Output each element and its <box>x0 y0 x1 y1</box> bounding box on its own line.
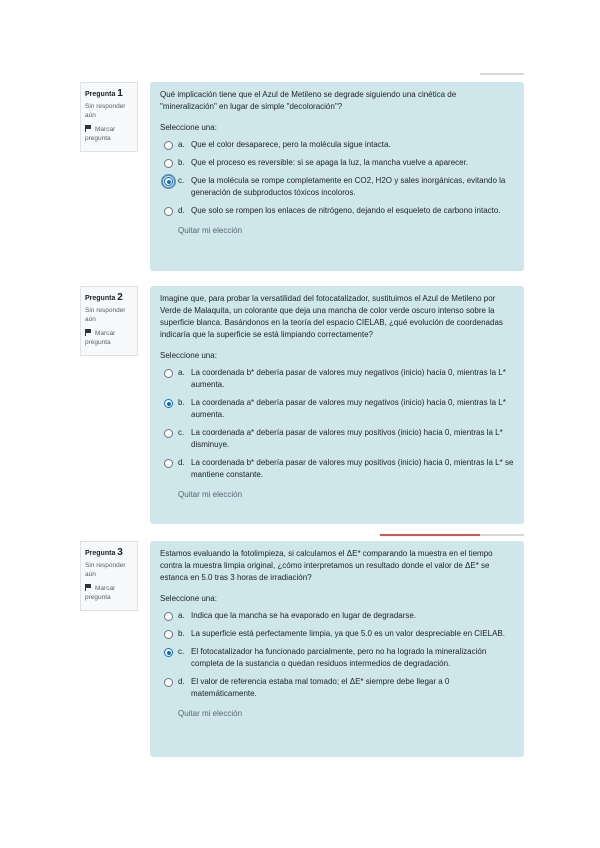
option-letter: b. <box>178 398 185 407</box>
question-text: Qué implicación tiene que el Azul de Metileno se degrade siguiendo una cinética de "mineralización" en lugar de simple "decoloración"? <box>160 90 457 111</box>
option-text: El fotocatalizador ha funcionado parcialmente, pero no ha logrado la mineralización completa de la sustancia o quedan residuos intermedios de degradación. <box>191 647 487 668</box>
option-text: La coordenada a* debería pasar de valores muy negativos (inicio) hacia 0, mientras la L* aumenta. <box>191 398 506 419</box>
answer-option[interactable] <box>164 205 514 217</box>
flag-label: Marcar pregunta <box>85 585 116 601</box>
option-letter: b. <box>178 158 185 167</box>
radio-button-selected[interactable] <box>164 648 173 657</box>
radio-button[interactable] <box>164 429 173 438</box>
question-text: Estamos evaluando la fotolimpieza, si calculamos el ΔE* comparando la muestra en el tiempo contra la muestra limpia original, ¿cómo interpretamos un resultado donde el valor de ΔE* se estanca en 5.0 tras 3 horas de irradiación? <box>160 549 493 582</box>
option-text: Que el proceso es reversible: si se apaga la luz, la mancha vuelve a aparecer. <box>191 158 469 167</box>
option-text: Que la molécula se rompe completamente en CO2, H2O y sales inorgánicas, evitando la generación de subproductos tóxicos incoloros. <box>191 176 506 197</box>
question-number: Pregunta 1 <box>85 88 123 99</box>
answer-option[interactable] <box>164 646 514 670</box>
radio-button[interactable] <box>164 678 173 687</box>
answer-option[interactable] <box>164 610 514 622</box>
question-state: Sin responder aún <box>85 307 126 323</box>
option-letter: c. <box>178 176 185 185</box>
question-text: Imagine que, para probar la versatilidad del fotocatalizador, sustituimos el Azul de Metileno por Verde de Malaquita, un colorante que deja una mancha de color verde oscuro intenso sobre la superficie blanca. Basándonos en la teoría del espacio CIELAB, ¿qué evolución de coordenadas indicaría que la superficie se está limpiando correctamente? <box>160 294 503 339</box>
flag-icon <box>85 125 93 132</box>
divider-line <box>480 73 524 75</box>
radio-button[interactable] <box>164 207 173 216</box>
answer-option[interactable] <box>164 367 514 391</box>
flag-question-link[interactable] <box>85 584 133 602</box>
flag-label: Marcar pregunta <box>85 330 116 346</box>
option-letter: d. <box>178 206 185 215</box>
answer-option[interactable] <box>164 457 514 481</box>
radio-button[interactable] <box>164 612 173 621</box>
answer-option[interactable] <box>164 427 514 451</box>
clear-choice-link[interactable]: Quitar mi elección <box>178 226 243 235</box>
question-state: Sin responder aún <box>85 103 126 119</box>
option-letter: b. <box>178 629 185 638</box>
option-text: La coordenada b* debería pasar de valores muy negativos (inicio) hacia 0, mientras la L* aumenta. <box>191 368 506 389</box>
option-letter: a. <box>178 140 185 149</box>
flag-question-link[interactable] <box>85 329 133 347</box>
question-number: Pregunta 2 <box>85 292 123 303</box>
select-label: Seleccione una: <box>160 351 217 360</box>
flag-icon <box>85 584 93 591</box>
option-text: La coordenada b* debería pasar de valores muy positivos (inicio) hacia 0, mientras la L* se mantiene constante. <box>191 458 514 479</box>
radio-button[interactable] <box>164 141 173 150</box>
option-text: Que solo se rompen los enlaces de nitrógeno, dejando el esqueleto de carbono intacto. <box>191 206 501 215</box>
question-content <box>150 286 524 524</box>
select-label: Seleccione una: <box>160 123 217 132</box>
question-content <box>150 541 524 757</box>
option-letter: c. <box>178 428 185 437</box>
answer-option[interactable] <box>164 175 514 199</box>
flag-label: Marcar pregunta <box>85 126 116 142</box>
select-label: Seleccione una: <box>160 594 217 603</box>
flag-question-link[interactable] <box>85 125 133 143</box>
option-text: Indica que la mancha se ha evaporado en lugar de degradarse. <box>191 611 417 620</box>
radio-button[interactable] <box>164 369 173 378</box>
clear-choice-link[interactable]: Quitar mi elección <box>178 709 243 718</box>
clear-choice-link[interactable]: Quitar mi elección <box>178 490 243 499</box>
option-letter: d. <box>178 458 185 467</box>
option-text: Que el color desaparece, pero la molécula sigue intacta. <box>191 140 391 149</box>
question-content <box>150 82 524 271</box>
answer-option[interactable] <box>164 139 514 151</box>
divider-line <box>480 534 524 536</box>
answer-option[interactable] <box>164 397 514 421</box>
radio-button[interactable] <box>164 630 173 639</box>
question-info <box>80 286 138 356</box>
option-text: El valor de referencia estaba mal tomado; el ΔE* siempre debe llegar a 0 matemáticamente. <box>191 677 450 698</box>
question-state: Sin responder aún <box>85 562 126 578</box>
option-text: La superficie está perfectamente limpia, ya que 5.0 es un valor despreciable en CIELAB. <box>191 629 505 638</box>
answer-option[interactable] <box>164 676 514 700</box>
divider-line-red <box>380 534 480 536</box>
radio-button-selected[interactable] <box>164 177 173 186</box>
question-number: Pregunta 3 <box>85 547 123 558</box>
radio-button[interactable] <box>164 159 173 168</box>
radio-button[interactable] <box>164 459 173 468</box>
option-letter: a. <box>178 368 185 377</box>
question-info <box>80 82 138 152</box>
radio-button-selected[interactable] <box>164 399 173 408</box>
answer-option[interactable] <box>164 157 514 169</box>
option-text: La coordenada a* debería pasar de valores muy positivos (inicio) hacia 0, mientras la L* disminuye. <box>191 428 503 449</box>
flag-icon <box>85 329 93 336</box>
option-letter: c. <box>178 647 185 656</box>
option-letter: d. <box>178 677 185 686</box>
option-letter: a. <box>178 611 185 620</box>
question-info <box>80 541 138 611</box>
answer-option[interactable] <box>164 628 514 640</box>
